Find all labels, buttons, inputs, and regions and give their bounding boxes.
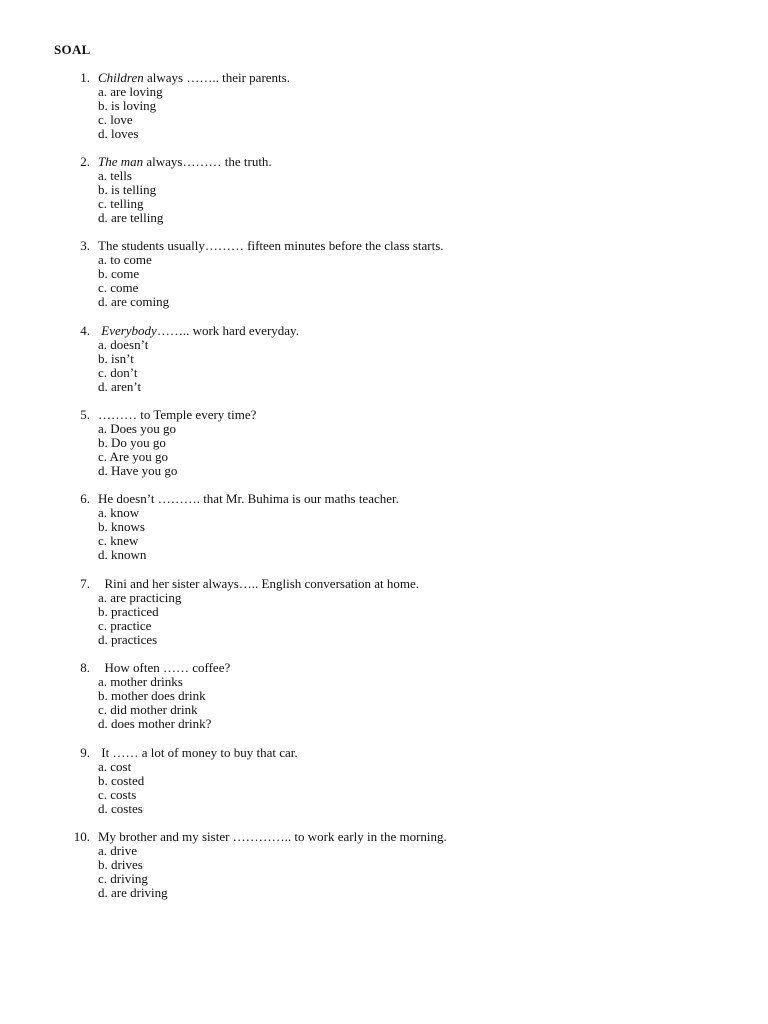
question-stem: [98, 830, 447, 844]
option-a: a. to come: [98, 252, 152, 267]
options-list: [98, 591, 181, 647]
option-c: c. telling: [98, 196, 144, 212]
question-number: 8.: [80, 660, 90, 675]
page-title: SOAL: [54, 42, 91, 57]
option-d: d. practices: [98, 632, 158, 648]
question-stem: [98, 661, 230, 675]
stem-prefix: Rini and her sister always….. English conversation at home.: [98, 576, 419, 591]
stem-suffix: …….. work hard everyday.: [156, 323, 299, 338]
question-stem: [98, 577, 419, 591]
option-a: a. Does you go: [98, 421, 176, 436]
option-b: b. drives: [98, 857, 143, 873]
option-b: b. is telling: [98, 182, 157, 198]
question-number: 1.: [80, 70, 90, 85]
stem-italic: The man: [98, 154, 144, 169]
option-a: a. doesn’t: [98, 337, 149, 352]
options-list: [98, 422, 177, 478]
stem-suffix: always …….. their parents.: [143, 70, 290, 85]
option-b: b. knows: [98, 519, 145, 535]
option-c: c. driving: [98, 871, 148, 887]
stem-prefix: The students usually……… fifteen minutes before the class starts.: [98, 238, 444, 253]
option-c: c. don’t: [98, 365, 138, 381]
question-stem: [98, 239, 444, 253]
question-number: 2.: [80, 154, 90, 169]
option-a: a. are loving: [98, 84, 163, 99]
options-list: [98, 760, 144, 816]
question-number: 3.: [80, 238, 90, 253]
question-stem: [98, 324, 299, 338]
option-c: c. love: [98, 112, 133, 128]
option-d: d. loves: [98, 126, 139, 142]
stem-prefix: He doesn’t ………. that Mr. Buhima is our maths teacher.: [98, 491, 399, 506]
option-b: b. Do you go: [98, 435, 166, 451]
option-b: b. is loving: [98, 98, 157, 114]
option-b: b. come: [98, 266, 140, 282]
question-stem: [98, 71, 290, 85]
question-stem: [98, 155, 272, 169]
option-d: d. are coming: [98, 294, 170, 310]
stem-prefix: How often …… coffee?: [98, 660, 231, 675]
option-a: a. drive: [98, 843, 137, 858]
option-d: d. known: [98, 547, 147, 563]
question-stem: [98, 492, 399, 506]
question-number: 10.: [73, 829, 90, 844]
options-list: [98, 253, 169, 309]
option-c: c. knew: [98, 533, 139, 549]
option-c: c. did mother drink: [98, 702, 198, 718]
stem-prefix: ……… to Temple every time?: [98, 407, 257, 422]
option-b: b. mother does drink: [98, 688, 206, 704]
question-number: 6.: [80, 491, 90, 506]
question-stem: [98, 746, 298, 760]
options-list: [98, 506, 146, 562]
option-a: a. tells: [98, 168, 132, 183]
option-a: a. mother drinks: [98, 674, 183, 689]
stem-suffix: always……… the truth.: [143, 154, 272, 169]
options-list: [98, 169, 163, 225]
option-d: d. are telling: [98, 210, 164, 226]
option-d: d. does mother drink?: [98, 716, 212, 732]
option-d: d. aren’t: [98, 379, 142, 395]
option-b: b. isn’t: [98, 351, 134, 367]
option-c: c. Are you go: [98, 449, 169, 465]
option-a: a. know: [98, 505, 140, 520]
option-c: c. costs: [98, 787, 137, 803]
options-list: [98, 85, 163, 141]
option-a: a. are practicing: [98, 590, 182, 605]
option-c: c. practice: [98, 618, 152, 634]
stem-prefix: My brother and my sister ………….. to work early in the morning.: [98, 829, 447, 844]
option-d: d. Have you go: [98, 463, 178, 479]
question-number: 5.: [80, 407, 90, 422]
options-list: [98, 844, 168, 900]
option-b: b. practiced: [98, 604, 159, 620]
question-stem: [98, 408, 256, 422]
option-d: d. costes: [98, 801, 143, 817]
option-a: a. cost: [98, 759, 132, 774]
options-list: [98, 338, 148, 394]
option-c: c. come: [98, 280, 139, 296]
question-number: 7.: [80, 576, 90, 591]
stem-prefix: It …… a lot of money to buy that car.: [98, 745, 298, 760]
stem-italic: Children: [98, 70, 144, 85]
option-d: d. are driving: [98, 885, 168, 901]
stem-italic: Everybody: [101, 323, 157, 338]
question-number: 4.: [80, 323, 90, 338]
option-b: b. costed: [98, 773, 145, 789]
question-number: 9.: [80, 745, 90, 760]
options-list: [98, 675, 211, 731]
